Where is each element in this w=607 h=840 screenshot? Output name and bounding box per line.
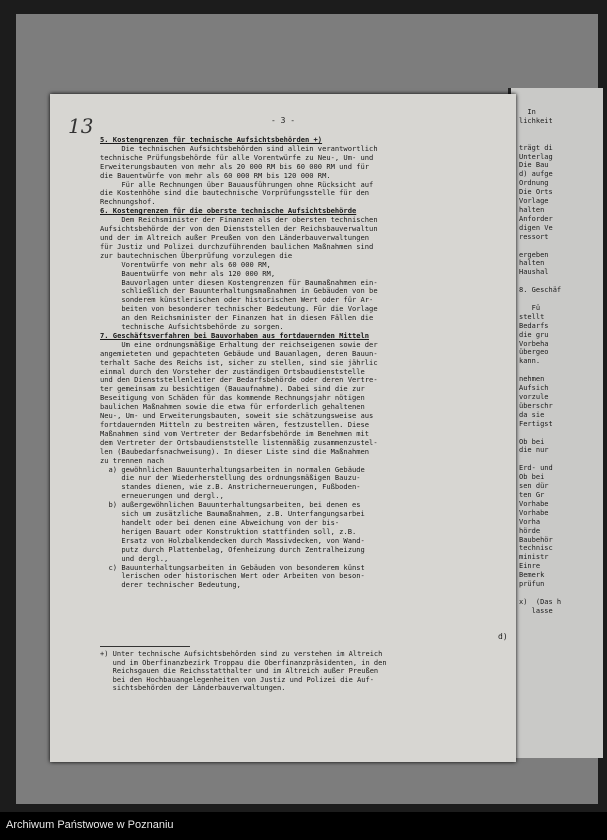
text-line: Aufsichtsbehörde der von den Dienststellen der Reichsbauverwaltun [100,224,378,234]
footnote-line: sichtsbehörden der Länderbauverwaltungen. [100,684,286,693]
adjacent-text-line: Haushal [519,268,549,277]
adjacent-text-line [519,589,561,598]
adjacent-text-line: Vorha [519,517,541,526]
text-line: erneuerungen und dergl., [100,491,224,501]
text-line: an den Reichsminister der Finanzen hat in diesen Fällen die [100,313,374,323]
adjacent-text-line: Vorlage [519,197,549,206]
adjacent-text-line: x) (Das h [519,597,562,606]
adjacent-text-line: Erd- und [519,464,553,473]
text-line: Um eine ordnungsmäßige Erhaltung der reichseigenen sowie der [100,339,378,349]
adjacent-text-line: Vorhabe [519,499,549,508]
text-line: baulichen Maßnahmen sowie die etwa für erforderlich gehaltenen [100,402,365,412]
text-line: die Kostenhöhe sind die bautechnische Vorprüfungsstelle für den [100,188,370,198]
text-line: c) Bauunterhaltungsarbeiten in Gebäuden von besonderem künst [100,562,365,572]
text-line: technische Aufsichtsbehörde zu sorgen. [100,322,284,332]
adjacent-text-line: technisc [519,544,553,553]
adjacent-text-line: die nur [519,446,549,455]
adjacent-text-line: Fertigst [519,419,553,428]
adjacent-text-line: Ob bei [519,473,545,482]
archive-footer [0,812,607,840]
adjacent-text-line: vorzule [519,393,549,401]
adjacent-text-line: 8. Geschäf [519,286,562,295]
text-line: Bauentwürfe von mehr als 120 000 RM, [100,268,276,278]
text-line: terhalt Sache des Reichs ist, sicher zu stellen, sind sie jährlic [100,357,378,367]
text-line: Dem Reichsminister der Finanzen als der obersten technischen [100,215,378,225]
page-number: - 3 - [270,116,296,125]
text-line: die Bauentwürfe von mehr als 60 000 RM bis 120 000 RM. [100,170,331,180]
text-line: die nur der Wiederherstellung des ordnungsmäßigen Bauzu- [100,473,361,483]
text-line: angemieteten und gepachteten Gebäude und Bauanlagen, deren Bauun- [100,348,378,358]
text-line: Bauvorlagen unter diesen Kostengrenzen für Baumaßnahmen ein- [100,277,378,287]
adjacent-text-line [519,277,561,286]
adjacent-text-line: die gru [519,330,549,339]
text-line: Maßnahmen sind vom Vertreter der Bedarfsbehörde im Benehmen mit [100,428,370,438]
adjacent-text-line: halten [519,259,545,268]
adjacent-text-line: Unterlag [519,152,553,161]
text-line: und der im Altreich außer Preußen von den Länderbauverwaltungen [100,232,370,242]
adjacent-text-line: Anforder [519,214,553,223]
text-line: dem Vertreter der Ortsbaudienststelle listenmäßig zusammenzustel- [100,437,378,447]
adjacent-text-line: lasse [519,606,553,615]
adjacent-text-line: ministr [519,553,549,562]
text-line: Für alle Rechnungen über Bauausführungen ohne Rücksicht auf [100,179,374,189]
adjacent-text-line: lichkeit [519,116,553,125]
adjacent-text-line: nehmen [519,375,545,384]
text-line: zur bautechnischen Überprüfung vorzulegen die [100,250,293,260]
adjacent-text-line: Vorbeha [519,339,549,348]
text-line: standes dienen, wie z.B. Anstricherneuerungen, Fußboden- [100,482,361,492]
text-line: technische Prüfungsbehörde für alle Vorentwürfe zu Neu-, Um- und [100,152,374,162]
adjacent-text-line: halten [519,205,545,214]
adjacent-text-line: hörde [519,526,541,535]
text-line: len (Baubedarfsnachweisung). In dieser Liste sind die Maßnahmen [100,446,370,456]
adjacent-text-line: Die Bau [519,161,549,170]
text-line: Neu-, Um- und Erweiterungsbauten, soweit sie schätzungsweise aus [100,411,374,421]
adjacent-text-line: Bemerk [519,571,545,580]
text-line: derer technischer Bedeutung, [100,580,241,590]
adjacent-text-line: überschr [519,401,553,410]
adjacent-text-line: In [519,108,536,116]
document-body [100,136,512,590]
section-heading: 7. Geschäftsverfahren bei Bauvorhaben aus fortdauernden Mitteln [100,330,370,340]
adjacent-text-line: stellt [519,312,545,321]
adjacent-text-line [519,429,561,438]
text-line: fortdauernden Mitteln zu bestreiten wären, festzustellen. Diese [100,420,370,429]
adjacent-text-line [519,295,561,304]
section-heading: 5. Kostengrenzen für technische Aufsichtsbehörden +) [100,135,323,144]
text-line: Vorentwürfe von mehr als 60 000 RM, [100,259,271,269]
adjacent-text-line: Bedarfs [519,321,549,330]
text-line: putz durch Plattenbelag, Ofenheizung durch Zentralheizung [100,544,365,554]
adjacent-text-line: prüfun [519,580,545,589]
text-line: beiten von besonderer technischer Bedeutung. Für die Vorlage [100,304,378,314]
text-line: Die technischen Aufsichtsbehörden sind allein verantwortlich [100,143,378,153]
footnote-line: bei den Hochbauangelegenheiten von Justiz und Polizei die Auf- [100,675,374,684]
adjacent-text-line [519,126,561,135]
text-line: handelt oder bei denen eine Abweichung von der bis- [100,517,340,527]
adjacent-text-line: ergeben [519,250,549,259]
text-line: und dergl., [100,553,169,563]
document-page [50,94,516,762]
footnote-line: +) Unter technische Aufsichtsbehörden sind zu verstehen im Altreich [100,650,383,658]
adjacent-text-line: Ordnung [519,179,549,188]
adjacent-text-line: d) aufge [519,170,553,179]
footnote-separator [100,646,190,647]
text-line: für Justiz und Polizei durchzuführenden baulichen Maßnahmen sind [100,241,374,251]
adjacent-text-line: ressort [519,232,549,241]
adjacent-text-line [519,366,561,375]
handwritten-page-number: 13 [68,114,94,138]
adjacent-text-line: Aufsich [519,384,549,393]
adjacent-text-line: da sie [519,410,545,419]
adjacent-text-line: übergeo [519,348,549,357]
text-line: Rechnungshof. [100,197,156,207]
section-heading: 6. Kostengrenzen für die oberste technische Aufsichtsbehörde [100,206,357,216]
adjacent-text-line: digen Ve [519,223,553,232]
adjacent-text-line: Baubehör [519,535,553,544]
text-line: sonderem künstlerischen oder historischen Wert oder für Ar- [100,295,374,305]
adjacent-text-line: ten Gr [519,490,545,499]
adjacent-text-line [519,455,561,464]
adjacent-text-line: Einre [519,562,541,571]
footnote-line: und im Oberfinanzbezirk Troppau die Oberfinanzpräsidenten, in den [100,658,387,667]
text-line: ter gemeinsam zu besichtigen (Bauaufnahme). Dabei sind die zur [100,384,365,394]
footnote-line: Reichsgauen die Reichsstatthalter und im Altreich außer Preußen [100,667,379,676]
text-line: Erweiterungsbauten von mehr als 20 000 RM bis 60 000 RM und für [100,161,370,171]
adjacent-text-line [519,242,561,251]
text-line: a) gewöhnlichen Bauunterhaltungsarbeiten in normalen Gebäude [100,464,365,474]
adjacent-text-line: Vorhabe [519,508,549,517]
adjacent-text-line: sen dür [519,482,549,491]
text-line: zu trennen nach [100,455,165,465]
text-line: lerischen oder historischen Wert oder Arbeiten von beson- [100,571,365,581]
adjacent-text-line: Fü [519,303,541,312]
adjacent-text-line: trägt di [519,143,553,152]
adjacent-text-line: kann. [519,357,541,366]
text-line: herigen Bauart oder Konstruktion stattfinden soll, z.B. [100,526,357,536]
adjacent-page [508,88,603,758]
text-line: einmal durch den Vorsteher der zuständigen Ortsbaudienststelle [100,366,365,376]
adjacent-page-text [519,108,561,616]
continuation-mark: d) [498,632,508,641]
adjacent-text-line [519,135,561,144]
text-line: schließlich der Bauunterhaltungsmaßnahmen in Gebäuden von be [100,286,378,296]
adjacent-text-line: Die Orts [519,188,553,197]
text-line: b) außergewöhnlichen Bauunterhaltungsarbeiten, bei denen es [100,500,361,510]
text-line: Ersatz von Holzbalkendecken durch Massivdecken, von Wand- [100,535,365,545]
footnote [100,650,510,693]
text-line: sich um zusätzliche Baumaßnahmen, z.B. Unterfangungsarbei [100,509,365,519]
text-line: Beseitigung von Schäden für das kommende Rechnungsjahr nötigen [100,393,365,403]
text-line: und den Dienststellenleiter der Bedarfsbehörde oder deren Vertre- [100,375,378,385]
adjacent-text-line: Ob bei [519,437,545,446]
archive-name: Archiwum Państwowe w Poznaniu [6,819,174,831]
